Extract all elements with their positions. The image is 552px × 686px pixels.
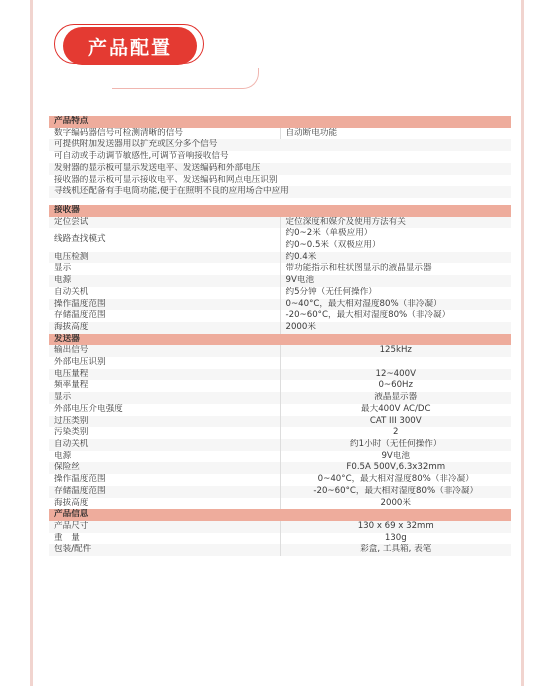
receiver-heading: 接收器	[49, 205, 511, 217]
feature-item: 数字编码器信号可检测清晰的信号	[49, 128, 280, 140]
title-badge	[54, 24, 204, 66]
spec-value: 0~40°C，最大相对湿度80%（非冷凝）	[280, 299, 511, 311]
spec-label: 存储温度范围	[49, 486, 280, 498]
spec-label: 电源	[49, 451, 280, 463]
product-info-heading: 产品信息	[49, 509, 511, 521]
spec-label: 存储温度范围	[49, 310, 280, 322]
spec-label: 操作温度范围	[49, 474, 280, 486]
spec-value: 约0~2米（单极应用）	[280, 228, 511, 240]
spec-value: 2	[280, 427, 511, 439]
spec-label: 操作温度范围	[49, 299, 280, 311]
spec-label: 污染类别	[49, 427, 280, 439]
spec-value: 0~60Hz	[280, 380, 511, 392]
features-heading: 产品特点	[49, 116, 511, 128]
spec-label: 海拔高度	[49, 498, 280, 510]
spec-value: 液晶显示器	[280, 392, 511, 404]
feature-item: 寻线机还配备有手电筒功能,便于在照明不良的应用场合中应用	[49, 186, 511, 198]
right-edge-stripe	[521, 0, 524, 686]
spec-value: 约0.4米	[280, 252, 511, 264]
spec-label: 重 量	[49, 533, 280, 545]
spec-value: 带功能指示和柱状图显示的液晶显示器	[280, 263, 511, 275]
spec-value	[280, 357, 511, 369]
spec-value: 125kHz	[280, 345, 511, 357]
spec-value: 130 x 69 x 32mm	[280, 521, 511, 533]
spec-value: F0.5A 500V,6.3x32mm	[280, 462, 511, 474]
spec-value: 约0~0.5米（双极应用）	[280, 240, 511, 252]
spec-value: 约5分钟（无任何操作）	[280, 287, 511, 299]
spec-value: -20~60°C，最大相对湿度80%（非冷凝）	[280, 486, 511, 498]
feature-item: 可提供附加发送器用以扩充或区分多个信号	[49, 139, 511, 151]
spec-label: 自动关机	[49, 439, 280, 451]
spec-value: 0~40°C，最大相对湿度80%（非冷凝）	[280, 474, 511, 486]
spec-value: 最大400V AC/DC	[280, 404, 511, 416]
spec-label: 外部电压介电强度	[49, 404, 280, 416]
spec-value: 12~400V	[280, 369, 511, 381]
spec-label: 显示	[49, 392, 280, 404]
spec-label: 保险丝	[49, 462, 280, 474]
spec-label: 电源	[49, 275, 280, 287]
badge-shadow-line	[112, 68, 259, 89]
receiver-table	[49, 205, 511, 556]
spec-label: 电压检测	[49, 252, 280, 264]
spec-label: 产品尺寸	[49, 521, 280, 533]
page-title: 产品配置	[63, 27, 197, 65]
spec-sheet	[49, 116, 511, 556]
feature-item: 自动断电功能	[280, 128, 511, 140]
spec-value: 2000米	[280, 498, 511, 510]
left-edge-stripe	[30, 0, 33, 686]
spec-value: CAT III 300V	[280, 416, 511, 428]
spec-label: 电压量程	[49, 369, 280, 381]
spec-value: 2000米	[280, 322, 511, 334]
feature-item: 接收器的显示板可显示接收电平、发送编码和网点电压识别	[49, 175, 511, 187]
spec-value: 9V电池	[280, 451, 511, 463]
spec-value: 约1小时（无任何操作）	[280, 439, 511, 451]
spec-label: 包装/配件	[49, 544, 280, 556]
transmitter-heading: 发送器	[49, 334, 511, 346]
spec-value: 9V电池	[280, 275, 511, 287]
spec-value: 定位深度和媒介及使用方法有关	[280, 217, 511, 229]
spec-label: 显示	[49, 263, 280, 275]
spec-label: 外部电压识别	[49, 357, 280, 369]
spec-value: 130g	[280, 533, 511, 545]
spec-label: 过压类别	[49, 416, 280, 428]
spec-label: 海拔高度	[49, 322, 280, 334]
feature-item: 发射器的显示板可显示发送电平、发送编码和外部电压	[49, 163, 511, 175]
spec-label: 频率量程	[49, 380, 280, 392]
features-table	[49, 116, 511, 198]
spec-label: 线路查找模式	[49, 228, 280, 251]
feature-item: 可自动或手动调节敏感性,可调节音响接收信号	[49, 151, 511, 163]
spec-label: 自动关机	[49, 287, 280, 299]
spec-label: 输出信号	[49, 345, 280, 357]
spec-value: -20~60°C，最大相对湿度80%（非冷凝）	[280, 310, 511, 322]
spec-label: 定位尝试	[49, 217, 280, 229]
spec-value: 彩盒, 工具箱, 表笔	[280, 544, 511, 556]
